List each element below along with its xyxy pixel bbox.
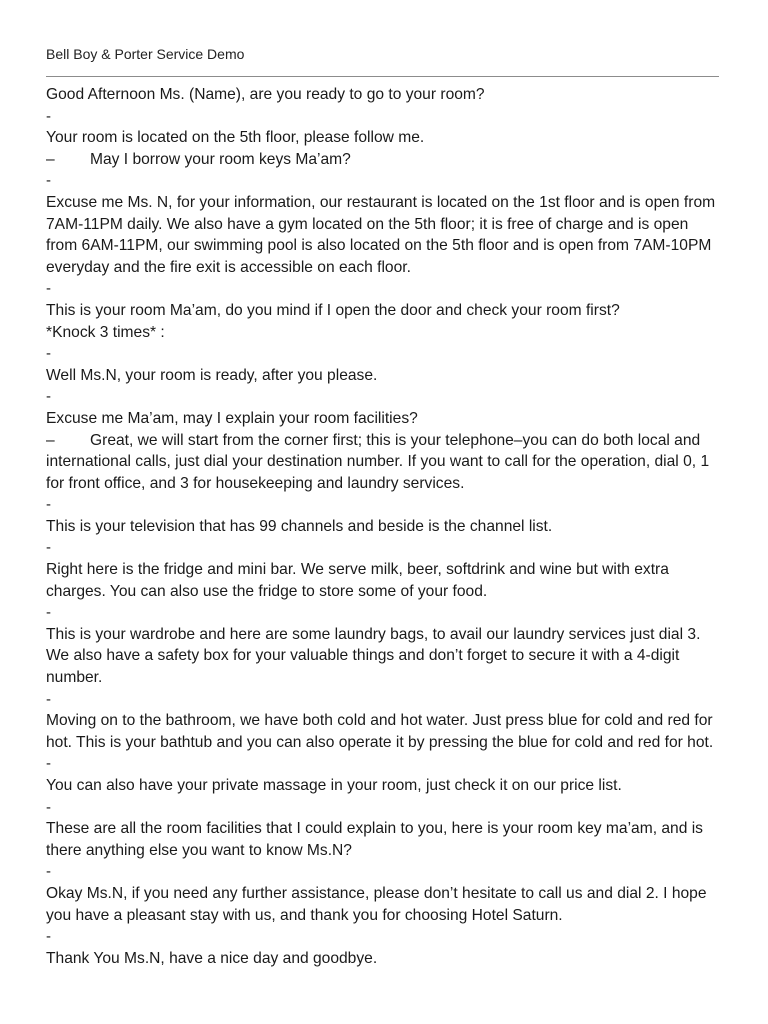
dialogue-paragraph-text: Great, we will start from the corner first; this is your telephone–you can do both local and international calls, just dial your destination number. If you want to call for the operation, dial 0, 1 for front office, and 3 for housekeeping and laundry services. xyxy=(46,431,710,492)
separator-dash: - xyxy=(46,345,51,363)
dialogue-paragraph-dashed xyxy=(46,430,722,495)
dialogue-line: This is your television that has 99 channels and beside is the channel list. xyxy=(46,517,553,535)
dialogue-paragraph: This is your wardrobe and here are some laundry bags, to avail our laundry services just dial 3. We also have a safety box for your valuable things and don’t forget to secure it with a 4-digit number. xyxy=(46,625,701,687)
separator-dash: - xyxy=(46,928,51,946)
dialogue-line-text: May I borrow your room keys Ma’am? xyxy=(90,150,351,168)
separator-dash: - xyxy=(46,388,51,406)
separator-dash: - xyxy=(46,280,51,298)
separator-dash: - xyxy=(46,690,51,708)
separator-dash: - xyxy=(46,604,51,622)
dialogue-line: You can also have your private massage in your room, just check it on our price list. xyxy=(46,777,622,794)
separator-dash: - xyxy=(46,755,51,773)
dialogue-line-dashed xyxy=(46,149,722,171)
en-dash-marker: – xyxy=(46,150,55,168)
dialogue-paragraph: Excuse me Ms. N, for your information, our restaurant is located on the 1st floor and is open from 7AM-11PM daily. We also have a gym located on the 5th floor; it is free of charge and is open from 6AM-11PM, our swimming pool is also located on the 5th floor and is open from 7AM-10PM everyday and the fire exit is accessible on each floor. xyxy=(46,193,716,276)
dialogue-paragraph: Right here is the fridge and mini bar. We serve milk, beer, softdrink and wine but with extra charges. You can also use the fridge to store some of your food. xyxy=(46,561,669,600)
dialogue-line: Your room is located on the 5th floor, please follow me. xyxy=(46,129,425,147)
dialogue-paragraph: Okay Ms.N, if you need any further assistance, please don’t hesitate to call us and dial 2. I hope you have a pleasant stay with us, and thank you for choosing Hotel Saturn. xyxy=(46,884,707,924)
separator-dash: - xyxy=(46,539,51,557)
document-body xyxy=(46,84,722,969)
dialogue-paragraph: Moving on to the bathroom, we have both cold and hot water. Just press blue for cold and red for hot. This is your bathtub and you can also operate it by pressing the blue for cold and red for hot. xyxy=(46,712,714,751)
separator-dash: - xyxy=(46,798,51,816)
document-header-title: Bell Boy & Porter Service Demo xyxy=(46,46,245,62)
dialogue-line: This is your room Ma’am, do you mind if I open the door and check your room first? xyxy=(46,301,620,319)
dialogue-paragraph: These are all the room facilities that I could explain to you, here is your room key ma’am, and is there anything else you want to know Ms.N? xyxy=(46,820,703,859)
dialogue-line: Thank You Ms.N, have a nice day and goodbye. xyxy=(46,949,378,967)
separator-dash: - xyxy=(46,496,51,514)
dialogue-line: *Knock 3 times* : xyxy=(46,323,165,341)
separator-dash: - xyxy=(46,172,51,190)
dialogue-line: Well Ms.N, your room is ready, after you please. xyxy=(46,366,378,384)
separator-dash: - xyxy=(46,863,51,881)
en-dash-marker: – xyxy=(46,431,55,449)
dialogue-line: Excuse me Ma’am, may I explain your room facilities? xyxy=(46,409,418,427)
separator-dash: - xyxy=(46,107,51,125)
dialogue-line: Good Afternoon Ms. (Name), are you ready to go to your room? xyxy=(46,86,485,103)
header-divider xyxy=(46,76,719,77)
